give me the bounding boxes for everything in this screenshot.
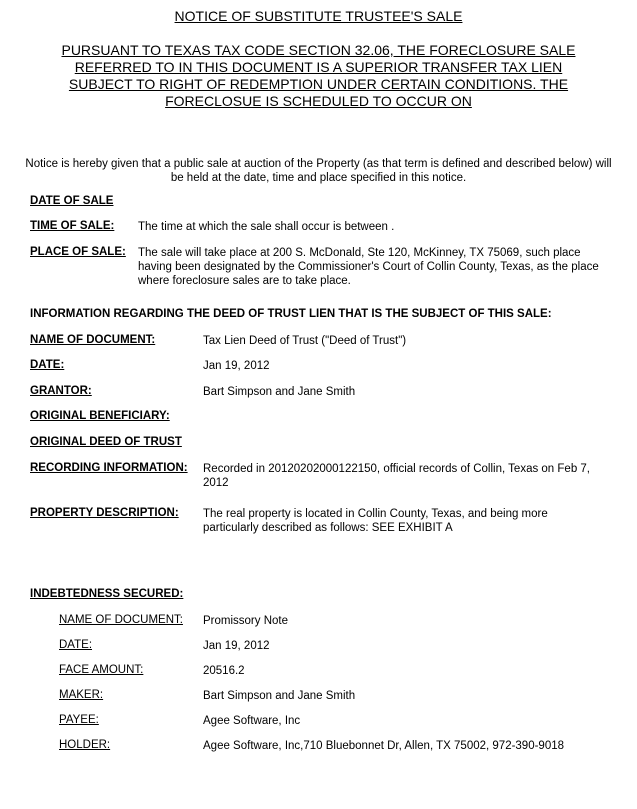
document-title: NOTICE OF SUBSTITUTE TRUSTEE'S SALE <box>174 8 463 24</box>
note-date-value: Jan 19, 2012 <box>203 640 270 652</box>
property-description-value: The real property is located in Collin County, Texas, and being more particularly described as follows: SEE EXHIBIT A <box>203 508 548 534</box>
banner-line: SUBJECT TO RIGHT OF REDEMPTION UNDER CERTAIN CONDITIONS. THE <box>68 76 569 92</box>
note-name-label: NAME OF DOCUMENT: <box>59 614 183 626</box>
date-of-sale-label: DATE OF SALE <box>30 195 114 207</box>
original-beneficiary-label: ORIGINAL BENEFICIARY: <box>30 410 170 422</box>
lien-name-value: Tax Lien Deed of Trust ("Deed of Trust") <box>203 335 407 347</box>
property-description-label: PROPERTY DESCRIPTION: <box>30 507 179 519</box>
recording-info-label: RECORDING INFORMATION: <box>30 462 188 474</box>
original-deed-label: ORIGINAL DEED OF TRUST <box>30 436 182 448</box>
place-of-sale-text: The sale will take place at 200 S. McDonald, Ste 120, McKinney, TX 75069, such place having been designated by the Commissioner's Court of Collin County, Texas, as the place where foreclosure sales are to take place. <box>138 247 599 287</box>
lien-date-value: Jan 19, 2012 <box>203 360 270 372</box>
time-of-sale-text: The time at which the sale shall occur is between . <box>138 221 395 233</box>
time-of-sale-label: TIME OF SALE: <box>30 220 115 232</box>
place-of-sale-label: PLACE OF SALE: <box>30 246 126 258</box>
grantor-label: GRANTOR: <box>30 385 92 397</box>
lien-name-label: NAME OF DOCUMENT: <box>30 334 156 346</box>
banner-line: PURSUANT TO TEXAS TAX CODE SECTION 32.06, THE FORECLOSURE SALE <box>61 42 576 58</box>
note-name-value: Promissory Note <box>203 615 288 627</box>
lien-date-label: DATE: <box>30 359 65 371</box>
intro-paragraph: Notice is hereby given that a public sale at auction of the Property (as that term is defined and described below) will be held at the date, time and place specified in this notice. <box>25 158 612 184</box>
banner-line: FORECLOSUE IS SCHEDULED TO OCCUR ON <box>165 93 472 109</box>
face-amount-label: FACE AMOUNT: <box>59 664 144 676</box>
banner-line: REFERRED TO IN THIS DOCUMENT IS A SUPERIOR TRANSFER TAX LIEN <box>74 59 563 75</box>
payee-value: Agee Software, Inc <box>203 715 301 727</box>
maker-label: MAKER: <box>59 689 104 701</box>
recording-info-value: Recorded in 20120202000122150, official records of Collin, Texas on Feb 7, 2012 <box>203 463 591 489</box>
indebtedness-heading: INDEBTEDNESS SECURED: <box>30 588 184 600</box>
maker-value: Bart Simpson and Jane Smith <box>203 690 356 702</box>
holder-label: HOLDER: <box>59 739 111 751</box>
note-date-label: DATE: <box>59 639 93 651</box>
payee-label: PAYEE: <box>59 714 99 726</box>
face-amount-value: 20516.2 <box>203 665 245 677</box>
holder-value: Agee Software, Inc,710 Bluebonnet Dr, Allen, TX 75002, 972-390-9018 <box>203 740 565 752</box>
grantor-value: Bart Simpson and Jane Smith <box>203 386 356 398</box>
lien-section-heading: INFORMATION REGARDING THE DEED OF TRUST LIEN THAT IS THE SUBJECT OF THIS SALE: <box>30 308 552 320</box>
redemption-notice-banner <box>20 42 617 110</box>
